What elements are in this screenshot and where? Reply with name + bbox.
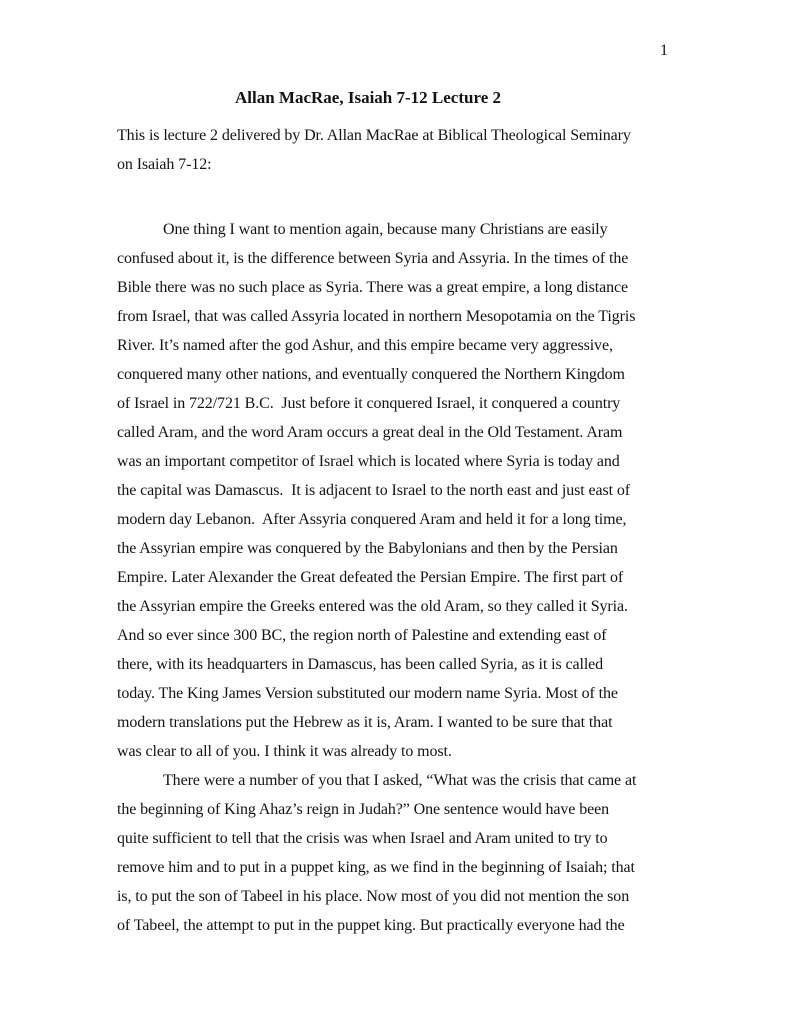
text-line: on Isaiah 7-12:: [117, 156, 212, 173]
text-line: quite sufficient to tell that the crisis was when Israel and Aram united to try to: [117, 830, 608, 847]
page-number: 1: [660, 42, 668, 59]
text-line: from Israel, that was called Assyria located in northern Mesopotamia on the Tigris: [117, 308, 636, 325]
document-body: [117, 121, 697, 940]
text-line: of Israel in 722/721 B.C. Just before it conquered Israel, it conquered a country: [117, 395, 621, 412]
text-line: remove him and to put in a puppet king, as we find in the beginning of Isaiah; that: [117, 859, 635, 876]
text-line: confused about it, is the difference between Syria and Assyria. In the times of the: [117, 250, 629, 267]
text-line: the Assyrian empire was conquered by the Babylonians and then by the Persian: [117, 540, 618, 557]
text-line: Empire. Later Alexander the Great defeated the Persian Empire. The first part of: [117, 569, 624, 586]
text-line: And so ever since 300 BC, the region north of Palestine and extending east of: [117, 627, 607, 644]
text-line: River. It’s named after the god Ashur, and this empire became very aggressive,: [117, 337, 613, 354]
text-line: of Tabeel, the attempt to put in the puppet king. But practically everyone had the: [117, 917, 625, 934]
text-line: is, to put the son of Tabeel in his place. Now most of you did not mention the son: [117, 888, 630, 905]
text-line: modern translations put the Hebrew as it is, Aram. I wanted to be sure that that: [117, 714, 613, 731]
page-title: Allan MacRae, Isaiah 7-12 Lecture 2: [235, 88, 501, 107]
text-line: One thing I want to mention again, because many Christians are easily: [163, 221, 608, 238]
text-line: was clear to all of you. I think it was already to most.: [117, 743, 452, 760]
text-line: the Assyrian empire the Greeks entered was the old Aram, so they called it Syria.: [117, 598, 628, 615]
text-line: called Aram, and the word Aram occurs a great deal in the Old Testament. Aram: [117, 424, 623, 441]
paragraph-2: [117, 766, 697, 940]
text-line: was an important competitor of Israel which is located where Syria is today and: [117, 453, 620, 470]
text-line: conquered many other nations, and eventually conquered the Northern Kingdom: [117, 366, 625, 383]
text-line: the capital was Damascus. It is adjacent to Israel to the north east and just east of: [117, 482, 631, 499]
text-line: This is lecture 2 delivered by Dr. Allan MacRae at Biblical Theological Seminary: [117, 127, 631, 144]
text-line: the beginning of King Ahaz’s reign in Judah?” One sentence would have been: [117, 801, 610, 818]
intro-paragraph: [117, 121, 697, 179]
text-line: There were a number of you that I asked, “What was the crisis that came at: [163, 772, 637, 789]
text-line: Bible there was no such place as Syria. There was a great empire, a long distance: [117, 279, 628, 296]
paragraph-1: [117, 215, 697, 766]
text-line: today. The King James Version substituted our modern name Syria. Most of the: [117, 685, 618, 702]
text-line: modern day Lebanon. After Assyria conquered Aram and held it for a long time,: [117, 511, 627, 528]
text-line: there, with its headquarters in Damascus, has been called Syria, as it is called: [117, 656, 604, 673]
